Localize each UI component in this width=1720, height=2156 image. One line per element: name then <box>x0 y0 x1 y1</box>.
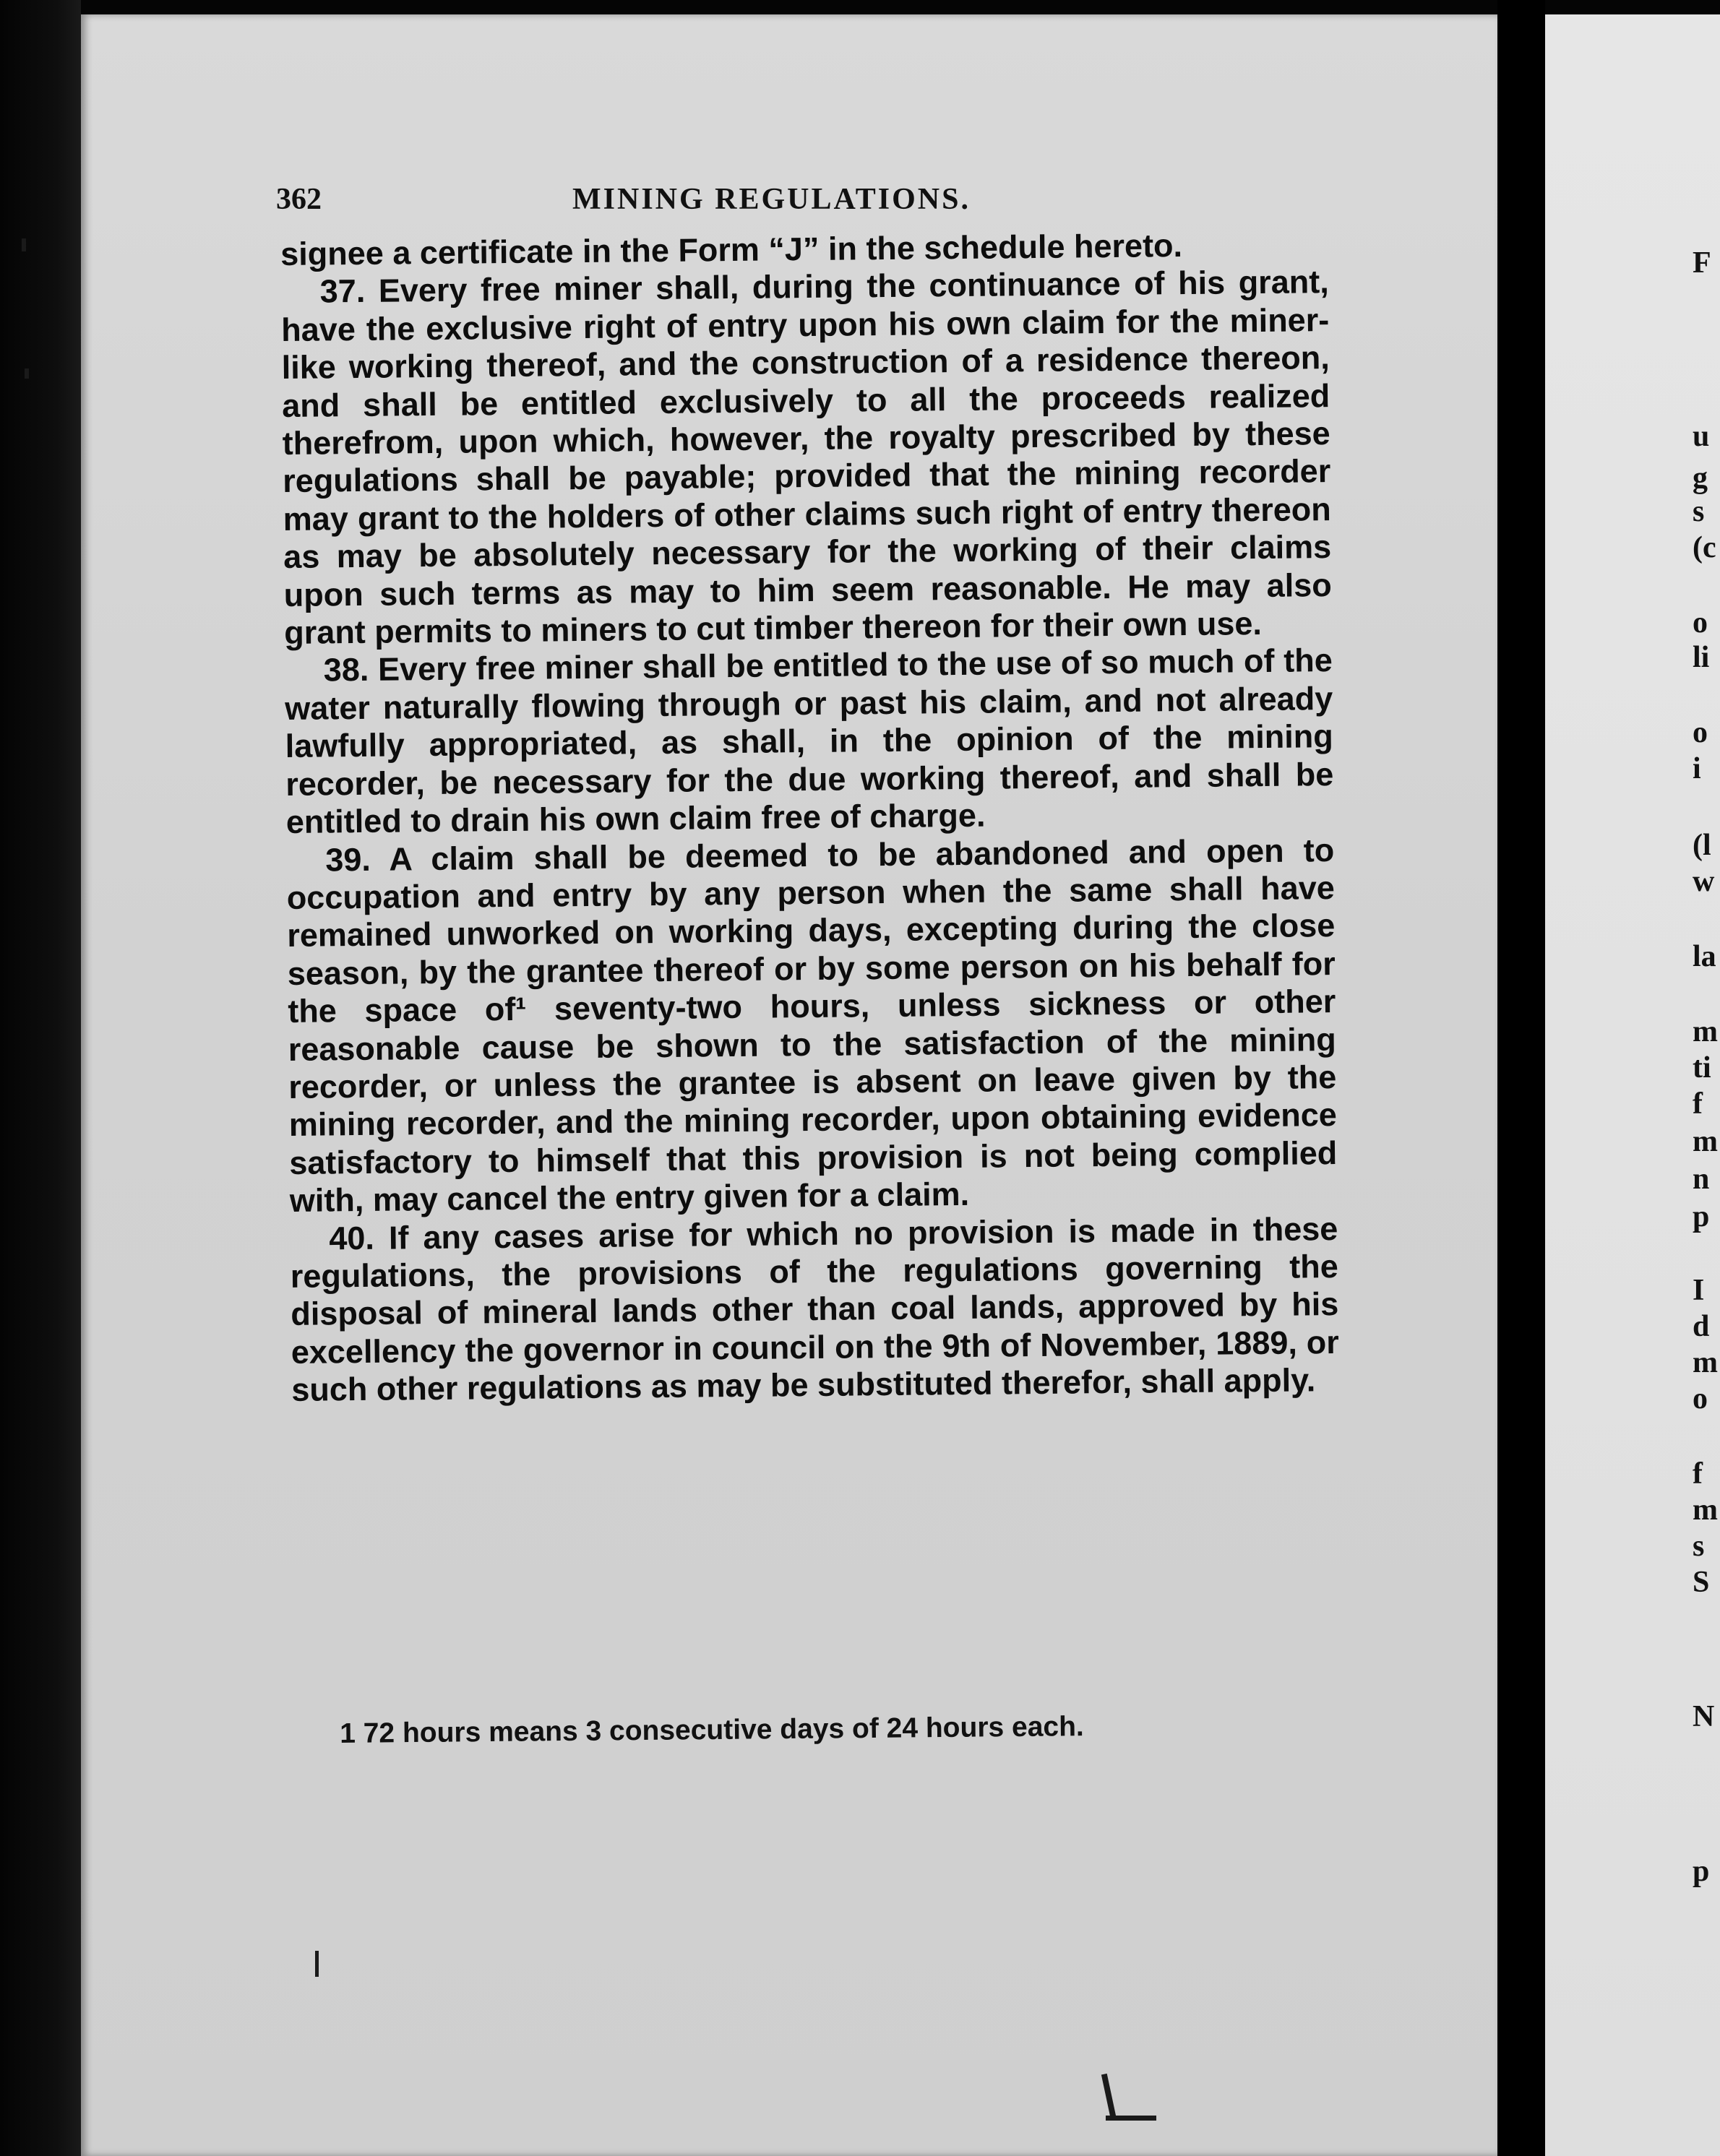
right-fragment: d <box>1693 1310 1710 1343</box>
footnote: 1 72 hours means 3 consecutive days of 24 hours each. <box>340 1711 1084 1749</box>
right-fragment: s <box>1693 495 1705 528</box>
right-fragment: la <box>1693 940 1716 973</box>
body-text <box>280 225 1340 1409</box>
right-fragment: S <box>1693 1566 1710 1599</box>
paragraph-37: 37. Every free miner shall, during the continuance of his grant, have the exclusive right of entry upon his own claim for the miner-like working thereof, and the construction of a residence thereon, and shall be entitled exclusively to all the proceeds realized therefrom, upon which, however, the royalty prescribed by these regulations shall be payable; provided that the mining recorder may grant to the holders of other claims such right of entry thereon as may be absolutely necessary for the working of their claims upon such terms as may to him seem reasonable. He may also grant permits to miners to cut timber thereon for their own use. <box>281 263 1332 652</box>
page-number: 362 <box>276 183 322 216</box>
pencil-mark <box>25 368 29 379</box>
right-fragment: m <box>1693 1125 1718 1158</box>
right-fragment: p <box>1693 1855 1710 1888</box>
right-fragment: (l <box>1693 829 1711 862</box>
right-fragment: w <box>1693 865 1715 898</box>
right-fragment: o <box>1693 606 1708 639</box>
page-header <box>276 182 1302 225</box>
right-fragment: N <box>1693 1700 1715 1733</box>
paragraph-40: 40. If any cases arise for which no provision is made in these regulations, the provisions of the regulations governing the disposal of mineral lands other than coal lands, approved by his excellency the governor in council on the 9th of November, 1889, or such other regulations as may be substituted therefor, shall apply. <box>290 1209 1340 1409</box>
right-fragment: o <box>1693 1382 1708 1415</box>
right-fragment: ti <box>1693 1051 1711 1085</box>
right-fragment: u <box>1693 420 1710 453</box>
scan-left-border <box>0 0 81 2156</box>
right-fragment: f <box>1693 1087 1703 1121</box>
right-fragment: F <box>1693 246 1711 280</box>
pencil-mark <box>22 238 26 251</box>
right-fragment: (c <box>1693 531 1716 564</box>
right-fragment: s <box>1693 1530 1705 1563</box>
right-fragment: I <box>1693 1274 1705 1307</box>
pencil-mark <box>315 1951 319 1977</box>
right-fragment: p <box>1693 1200 1710 1233</box>
running-head: MINING REGULATIONS. <box>572 183 971 216</box>
right-fragment: o <box>1693 716 1708 749</box>
paragraph-38: 38. Every free miner shall be entitled to the use of so much of the water naturally flowing through or past his claim, and not already lawfully appropriated, as shall, in the opinion of the mining recorder, be necessary for the due working thereof, and shall be entitled to drain his own claim free of charge. <box>285 642 1334 841</box>
right-fragment: i <box>1693 752 1701 785</box>
right-fragment: m <box>1693 1015 1718 1048</box>
right-fragment: n <box>1693 1163 1710 1196</box>
right-fragment: f <box>1693 1457 1703 1491</box>
right-fragment: g <box>1693 462 1708 495</box>
right-fragment: li <box>1693 641 1710 674</box>
paragraph-39: 39. A claim shall be deemed to be abandoned and open to occupation and entry by any person when the same shall have remained unworked on working days, excepting during the close season, by the grantee thereof or by some person on his behalf for the space of¹ seventy-two hours, unless sickness or other reasonable cause be shown to the satisfaction of the mining recorder, or unless the grantee is absent on leave given by the mining recorder, and the mining recorder, upon obtaining evidence satisfactory to himself that this provision is not being complied with, may cancel the entry given for a claim. <box>286 831 1338 1220</box>
right-fragment: m <box>1693 1493 1718 1527</box>
book-gutter <box>1497 0 1545 2156</box>
right-page <box>1545 14 1720 2156</box>
paragraph-continuation: signee a certificate in the Form “J” in the schedule hereto. <box>280 227 1183 272</box>
right-fragment: m <box>1693 1346 1718 1379</box>
pencil-mark <box>1106 2116 1156 2121</box>
